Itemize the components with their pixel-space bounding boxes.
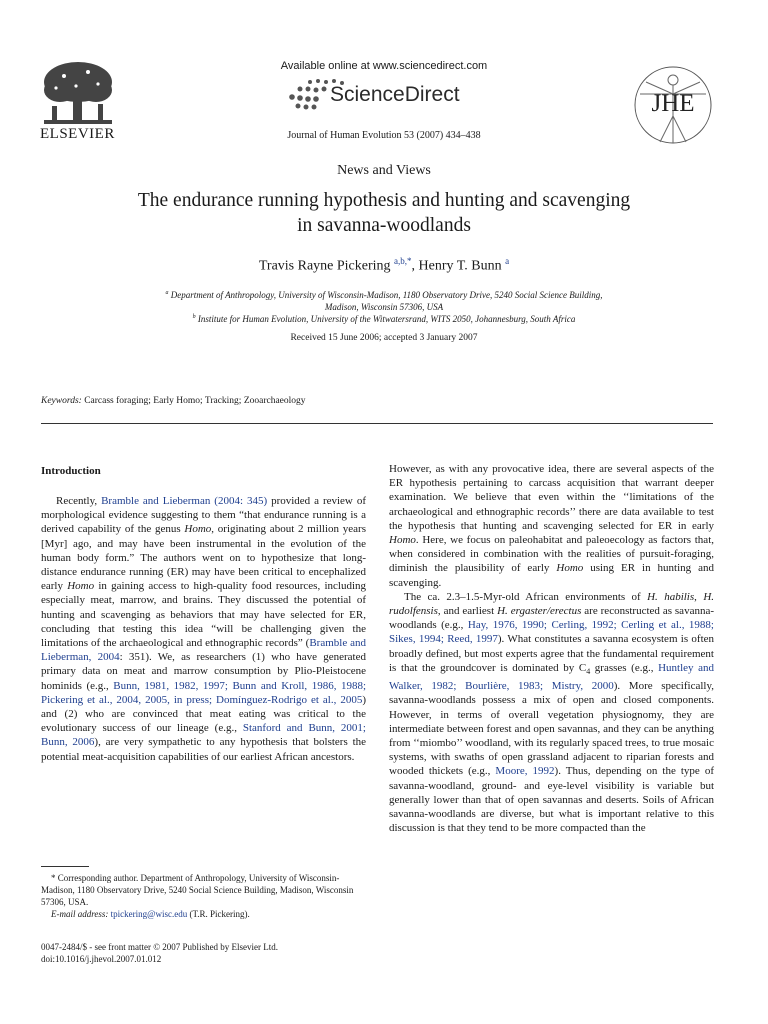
footnote-text: * Corresponding author. Department of Anthropology, University of Wisconsin-Madison, 1180 Observatory Drive, 5240 Social Science Building, Madison, Wisconsin 57306, USA. xyxy=(41,873,354,907)
keywords xyxy=(41,396,306,406)
text-run: Recently, xyxy=(56,495,102,507)
sciencedirect-available-line: Available online at www.sciencedirect.com xyxy=(280,60,488,72)
footnote-divider xyxy=(41,866,89,867)
article-title xyxy=(70,188,698,238)
affiliation-marker: a xyxy=(165,290,169,296)
issn-line: 0047-2484/$ - see front matter © 2007 Published by Elsevier Ltd. xyxy=(41,942,279,952)
paragraph xyxy=(389,590,714,836)
citation-link[interactable]: Stanford and Bunn, 2001; Bunn, 2006 xyxy=(41,722,366,749)
text-run: , xyxy=(694,590,704,603)
issn-doi xyxy=(41,941,278,965)
text-run: The ca. 2.3–1.5-Myr-old African environments of xyxy=(404,590,648,603)
text-run: provided a review of morphological evidence suggesting to them “that endurance running is a derived capability of the genus xyxy=(41,495,366,536)
author-name: Travis Rayne Pickering xyxy=(258,258,391,274)
italic-text: Homo xyxy=(67,580,95,593)
keywords-text: Carcass foraging; Early Homo; Tracking; Zooarchaeology xyxy=(81,396,306,406)
citation-link[interactable]: Huntley and Walker, 1982; Bourlière, 1983; Mistry, 2000 xyxy=(389,661,714,693)
divider xyxy=(41,423,713,424)
text-run: grasses (e.g., xyxy=(590,661,659,674)
citation-link[interactable]: Moore, 1992 xyxy=(495,765,555,778)
text-run: in gaining access to high-quality food resources, including especially meat, marrow, and brains. They discussed the potential of hunting and scavenging as behaviors that may have selected for ER, concluding that testing this idea “will be challenging given the limitations of the archaeological and ethnographic records” ( xyxy=(41,580,367,650)
footnote xyxy=(41,872,366,920)
paragraph xyxy=(41,494,366,764)
italic-text: Homo xyxy=(184,523,212,536)
text-run: ). What constitutes a savanna ecosystem is often broadly defined, but most experts agree that the fundamental requirement is that the groundcover is dominated by C xyxy=(389,633,715,674)
left-column xyxy=(41,494,366,764)
jhe-vitruvian-logo xyxy=(632,64,714,146)
title-line-1: The endurance running hypothesis and hunting and scavenging xyxy=(137,190,631,211)
italic-text: Homo xyxy=(556,562,584,575)
citation-link[interactable]: Bunn, 1981, 1982, 1997; Bunn and Kroll, 1986, 1988; Pickering et al., 2004, 2005, in press; Domínguez-Rodrigo et al., 2005 xyxy=(41,679,367,706)
email-link[interactable]: tpickering@wisc.edu xyxy=(110,909,188,919)
text-run: are reconstructed as savanna-woodlands (e.g., xyxy=(389,605,714,632)
text-run: ), are very sympathetic to any hypothesis that bolsters the potential meat-acquisition capabilities of our earliest African ancestors. xyxy=(41,736,367,763)
citation-link[interactable]: Bramble and Lieberman, 2004 xyxy=(41,637,366,664)
text-run: . Here, we focus on paleohabitat and paleoecology as factors that, when considered in combination with the realities of pursuit-foraging, diminish the plausibility of early xyxy=(389,534,714,575)
italic-text: H. ergaster/erectus xyxy=(497,605,582,618)
author-separator: , xyxy=(411,258,419,274)
keywords-label: Keywords: xyxy=(41,396,82,406)
text-run: using ER in hunting and scavenging. xyxy=(389,562,714,589)
doi-line: doi:10.1016/j.jhevol.2007.01.012 xyxy=(41,954,162,964)
text-run: ). More specifically, savanna-woodlands possess a mix of open and closed components. However, in terms of overall vegetation physiognomy, they are intermediate between forest and open savannas, and they can be anything from ‘‘miombo’’ woodland, with its regularly spaced trees, to true mosaic systems, with swaths of open grassland adjacent to riparian forests and wooded thickets (e.g., xyxy=(389,680,714,778)
sciencedirect-wordmark: ScienceDirect xyxy=(330,83,460,106)
text-run: ). Thus, depending on the type of savanna-woodland, ground- and eye-level visibility is variable but generally lower than that of open savannas and deserts. Soils of African savanna-woodlands are diverse, but what is important relative to this discussion is that they tend to be more compacted than the xyxy=(389,765,715,835)
affiliation-a xyxy=(100,287,668,313)
right-column xyxy=(389,462,714,835)
text-run: : 351). We, as researchers (1) who have generated primary data on meat and marrow consumption by Plio-Pleistocene hominids (e.g., xyxy=(41,651,366,692)
author-list xyxy=(0,256,768,275)
section-heading-introduction: Introduction xyxy=(41,465,101,477)
author-affiliation-link[interactable]: a,b,* xyxy=(394,256,412,266)
publisher-name: ELSEVIER xyxy=(40,126,115,142)
affiliation-a-line1: Department of Anthropology, University of Wisconsin-Madison, 1180 Observatory Drive, 5240 Social Science Building, xyxy=(170,290,603,300)
section-label: News and Views xyxy=(337,163,431,178)
title-line-2: in savanna-woodlands xyxy=(297,215,471,236)
affiliation-b xyxy=(100,311,668,325)
citation-link[interactable]: Bramble and Lieberman (2004: 345) xyxy=(101,495,268,507)
text-run: However, as with any provocative idea, there are several aspects of the ER hypothesis pertaining to carcass acquisition that warrant deeper examination. We believe that even within the ‘‘limitations of the archaeological and ethnographic records’’ there are data available to test the hypothesis that hunting and scavenging selected for ER in early xyxy=(389,463,714,532)
text-run: ) and (2) who are convinced that meat eating was critical to the evolutionary success of our lineage (e.g., xyxy=(41,693,366,735)
affiliation-marker: b xyxy=(192,314,196,320)
jhe-logo-text: JHE xyxy=(651,90,695,117)
author-affiliation-link[interactable]: a xyxy=(505,256,510,266)
affiliation-b-text: Institute for Human Evolution, University of the Witwatersrand, WITS 2050, Johannesburg, South Africa xyxy=(197,314,576,324)
footnote-email-tail: (T.R. Pickering). xyxy=(187,909,250,919)
author-name: Henry T. Bunn xyxy=(418,258,502,274)
journal-citation: Journal of Human Evolution 53 (2007) 434–438 xyxy=(287,130,481,141)
received-dates: Received 15 June 2006; accepted 3 January 2007 xyxy=(290,333,478,343)
paragraph xyxy=(389,462,714,590)
italic-text: H. habilis xyxy=(647,590,695,603)
footnote-email-label: E-mail address: xyxy=(51,909,109,919)
subscript: 4 xyxy=(586,667,591,677)
italic-text: Homo xyxy=(389,534,416,547)
text-run: , originating about 2 million years [Myr] ago, and may have been instrumental in the evolution of the human body form.” The authors went on to hypothesize that long-distance endurance running (ER) may have been critical to encephalized early xyxy=(41,523,366,593)
text-run: , and earliest xyxy=(437,605,498,618)
affiliation-a-line2: Madison, Wisconsin 57306, USA xyxy=(324,302,444,312)
italic-text: H. rudolfensis xyxy=(389,590,715,618)
citation-link[interactable]: Hay, 1976, 1990; Cerling, 1992; Cerling et al., 1988; Sikes, 1994; Reed, 1997 xyxy=(389,619,714,646)
